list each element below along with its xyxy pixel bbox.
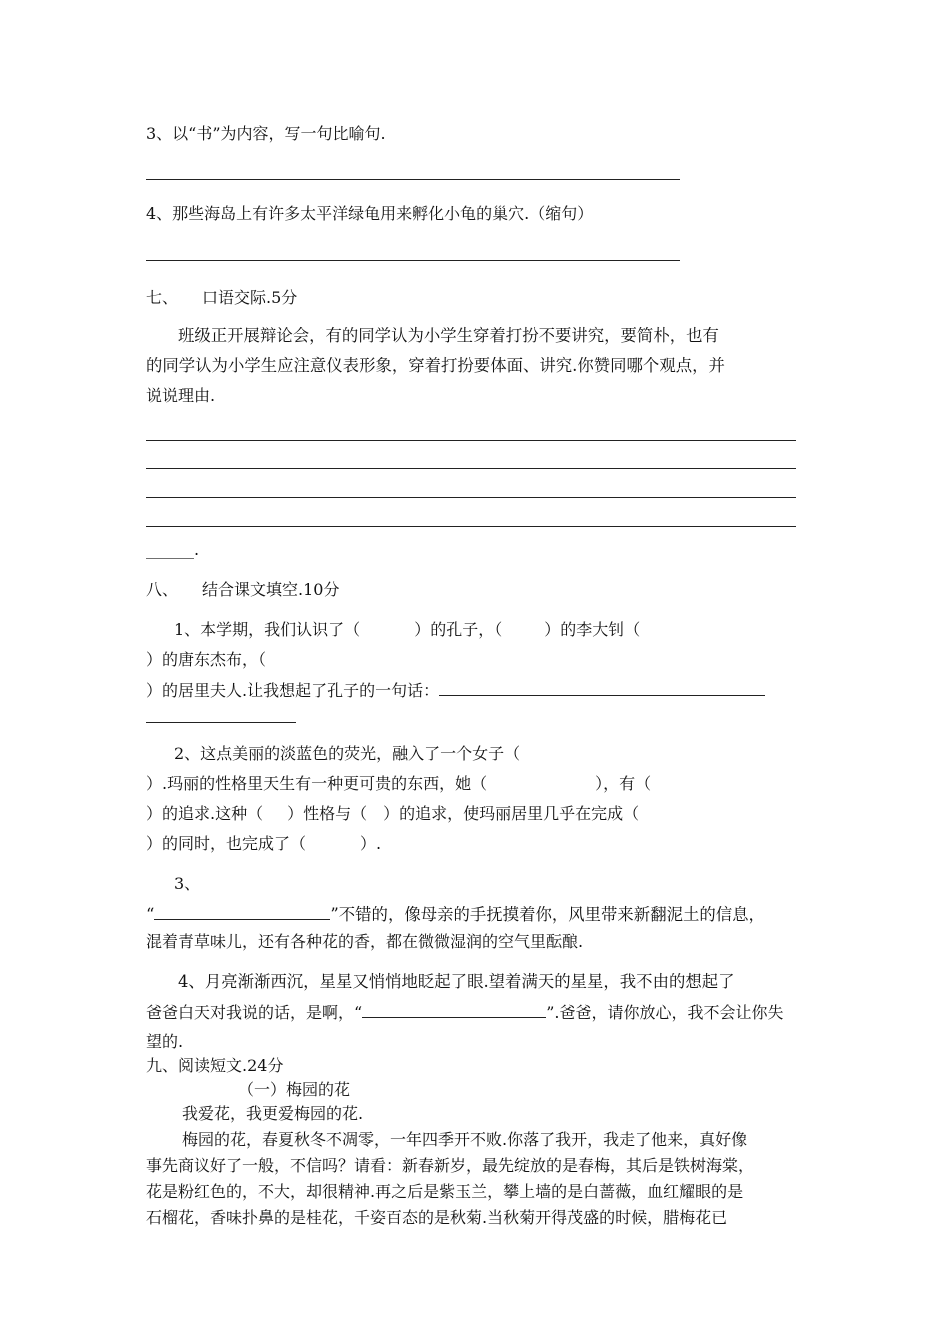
- question-8-1-line-1: 1、本学期，我们认识了（ ）的孔子，（ ）的李大钊（: [174, 620, 641, 639]
- answer-line[interactable]: [146, 497, 796, 498]
- question-8-2-line-1: 2、这点美丽的淡蓝色的荧光，融入了一个女子（: [174, 744, 521, 763]
- question-8-3-line-1: “ ”不错的，像母亲的手抚摸着你，风里带来新翻泥土的信息，: [146, 905, 765, 924]
- passage-title: （一）梅园的花: [238, 1080, 351, 1099]
- question-8-1-line-3: ）的居里夫人.让我想起了孔子的一句话：: [146, 680, 765, 701]
- passage-line: 事先商议好了一般，不信吗？请看：新春新岁，最先绽放的是春梅，其后是铁树海棠，: [146, 1156, 755, 1175]
- question-8-4-line-2: 爸爸白天对我说的话，是啊，“ ”.爸爸，请你放心，我不会让你失: [146, 1003, 784, 1022]
- question-8-3-line-2: 混着青草味儿，还有各种花的香，都在微微湿润的空气里酝酿.: [146, 932, 584, 951]
- question-8-1-line-2: ）的唐东杰布，（: [146, 650, 267, 669]
- question-8-2-line-4: ）的同时，也完成了（ ）.: [146, 834, 382, 853]
- section-9-title: 九、阅读短文.24分: [146, 1056, 284, 1075]
- passage-line: 我爱花，我更爱梅园的花.: [182, 1104, 364, 1123]
- answer-line-end: ______.: [146, 540, 200, 559]
- section-8-title: 结合课文填空.10分: [202, 580, 340, 599]
- question-8-4-line-3: 望的.: [146, 1032, 184, 1051]
- section-7-paragraph-line: 说说理由.: [146, 386, 216, 405]
- blank[interactable]: [154, 904, 330, 920]
- section-8-number: 八、: [146, 580, 179, 599]
- section-7-number: 七、: [146, 288, 179, 307]
- section-7-paragraph-line: 的同学认为小学生应注意仪表形象，穿着打扮要体面、讲究.你赞同哪个观点，并: [146, 356, 725, 375]
- passage-line: 石榴花，香味扑鼻的是桂花，千姿百态的是秋菊.当秋菊开得茂盛的时候，腊梅花已: [146, 1208, 728, 1227]
- question-6-4: 4、那些海岛上有许多太平洋绿龟用来孵化小龟的巢穴.（缩句）: [146, 204, 594, 223]
- blank[interactable]: [362, 1002, 546, 1018]
- question-8-2-line-3: ）的追求.这种（ ）性格与（ ）的追求，使玛丽居里几乎在完成（: [146, 804, 640, 823]
- passage-line: 花是粉红色的，不大，却很精神.再之后是紫玉兰，攀上墙的是白蔷薇，血红耀眼的是: [146, 1182, 744, 1201]
- section-7-title: 口语交际.5分: [202, 288, 298, 307]
- answer-line[interactable]: [146, 468, 796, 469]
- question-8-2-line-2: ）.玛丽的性格里天生有一种更可贵的东西，她（ ），有（: [146, 774, 652, 793]
- passage-line: 梅园的花，春夏秋冬不凋零，一年四季开不败.你落了我开，我走了他来，真好像: [182, 1130, 748, 1149]
- answer-line[interactable]: [146, 260, 680, 261]
- question-6-3: 3、以“书”为内容，写一句比喻句.: [146, 124, 386, 143]
- question-8-3-number: 3、: [174, 874, 201, 893]
- question-8-4-line-1: 4、月亮渐渐西沉，星星又悄悄地眨起了眼.望着满天的星星，我不由的想起了: [178, 972, 735, 991]
- answer-line[interactable]: [146, 440, 796, 441]
- answer-line[interactable]: [146, 526, 796, 527]
- section-7-paragraph-line: 班级正开展辩论会，有的同学认为小学生穿着打扮不要讲究，要简朴，也有: [178, 326, 719, 345]
- answer-line[interactable]: [146, 722, 296, 723]
- blank[interactable]: [439, 680, 765, 696]
- answer-line[interactable]: [146, 179, 680, 180]
